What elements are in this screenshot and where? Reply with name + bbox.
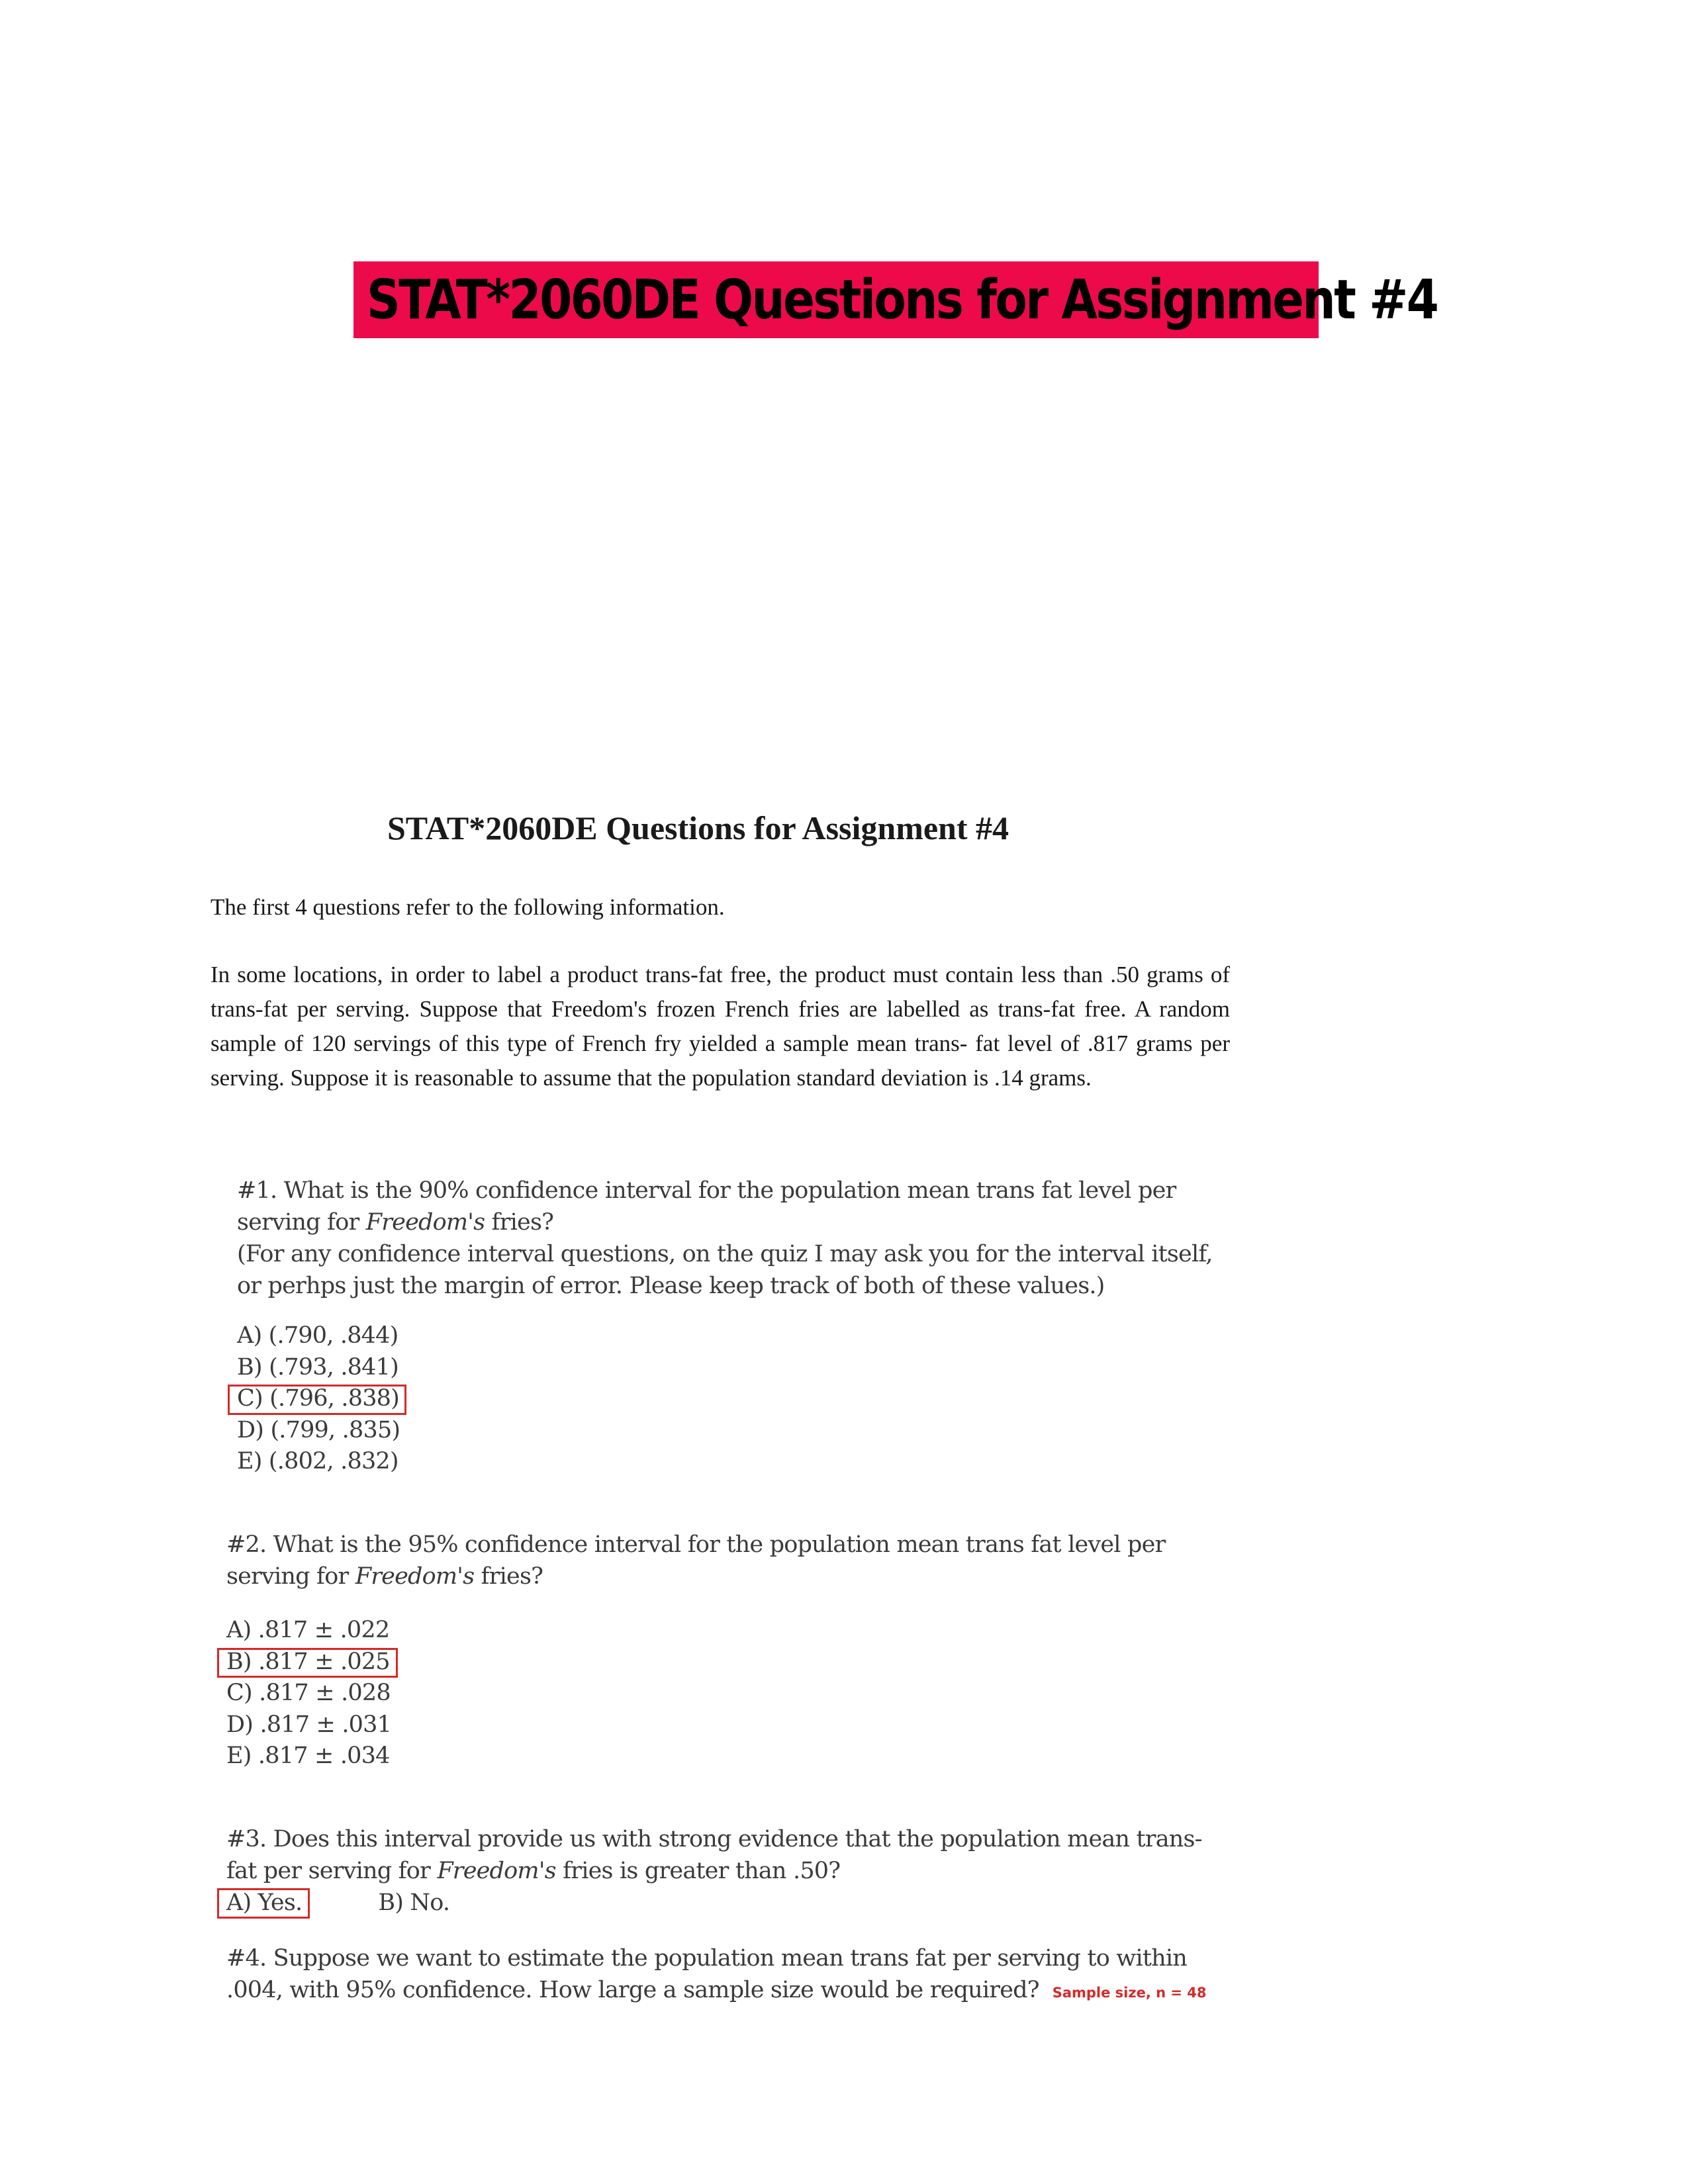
question-2-italic: Freedom's — [355, 1563, 475, 1590]
q2-option-d: D) .817 ± .031 — [226, 1711, 392, 1738]
question-3-text-end: fries is greater than .50? — [555, 1858, 841, 1884]
question-4-text: #4. Suppose we want to estimate the population mean trans fat per serving to within .004, with 95% confidence. How large a sample size would be required? — [226, 1945, 1187, 2003]
document-title: STAT*2060DE Questions for Assignment #4 — [387, 809, 1009, 846]
question-3-options — [226, 1887, 1219, 1919]
question-3-text: #3. Does this interval provide us with strong evidence that the population mean trans-fat per serving for — [226, 1826, 1202, 1884]
question-2-text: #2. What is the 95% confidence interval for the population mean trans fat level per serving for — [226, 1531, 1166, 1590]
q1-option-a: A) (.790, .844) — [237, 1322, 399, 1349]
question-4-answer: Sample size, n = 48 — [1052, 1985, 1207, 2001]
q2-option-e: E) .817 ± .034 — [226, 1743, 390, 1769]
question-1-note: (For any confidence interval questions, on the quiz I may ask you for the interval itself, or perhps just the margin of error. Please keep track of both of these values.) — [237, 1241, 1213, 1299]
q1-option-d: D) (.799, .835) — [237, 1416, 400, 1443]
q2-option-c: C) .817 ± .028 — [226, 1680, 391, 1706]
question-4 — [226, 1942, 1219, 2009]
info-paragraph: In some locations, in order to label a product trans-fat free, the product must contain less than .50 grams of trans-fat per serving. Suppose that Freedom's frozen French fries are labelled as trans-fat free. A random sample of 120 servings of this type of French fry yielded a sample mean trans- fat level of .817 grams per serving. Suppose it is reasonable to assume that the population standard deviation is .14 grams. — [211, 962, 1230, 1091]
banner-title: STAT*2060DE Questions for Assignment #4 — [367, 268, 1438, 332]
question-1-text-end: fries? — [485, 1209, 554, 1236]
question-1-options — [237, 1320, 400, 1478]
q1-option-b: B) (.793, .841) — [237, 1353, 399, 1381]
question-1-italic: Freedom's — [365, 1209, 485, 1236]
question-1 — [237, 1175, 1230, 1302]
title-banner — [353, 261, 1438, 338]
question-1-text: #1. What is the 90% confidence interval for the population mean trans fat level per serving for — [237, 1177, 1176, 1236]
q3-option-a-selected: A) Yes. — [226, 1887, 302, 1919]
question-2-options — [226, 1615, 391, 1772]
q2-option-b-selected: B) .817 ± .025 — [226, 1647, 391, 1678]
intro-paragraph: The first 4 questions refer to the following information. — [211, 894, 725, 920]
question-2 — [226, 1529, 1219, 1592]
q3-option-b: B) No. — [378, 1889, 450, 1916]
q2-option-a: A) .817 ± .022 — [226, 1617, 390, 1643]
question-3 — [226, 1823, 1219, 1919]
question-2-text-end: fries? — [474, 1563, 543, 1590]
q1-option-c-selected: C) (.796, .838) — [237, 1383, 400, 1415]
question-3-italic: Freedom's — [437, 1858, 556, 1884]
q1-option-e: E) (.802, .832) — [237, 1448, 399, 1475]
